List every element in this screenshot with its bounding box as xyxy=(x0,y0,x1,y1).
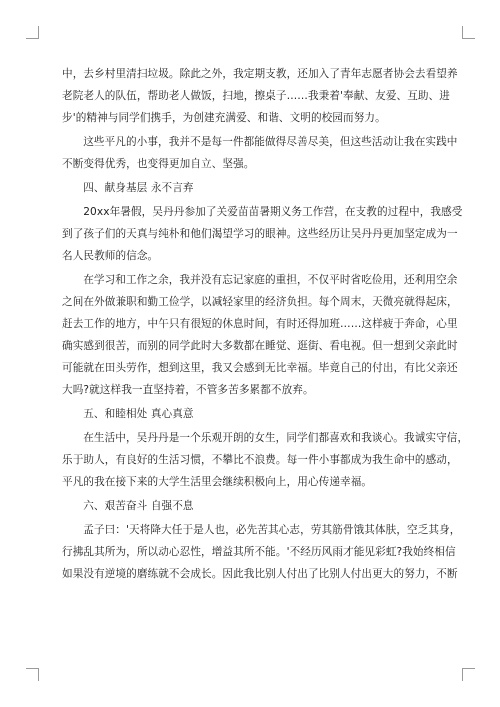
section-heading: 六、艰苦奋斗 自强不息 xyxy=(83,500,194,512)
crop-mark-bottom-right xyxy=(462,668,475,681)
section-heading: 四、献身基层 永不言弃 xyxy=(83,182,194,194)
text-line: 确实感到很苦，而别的同学此时大多数都在睡觉、逛街、看电视。但一想到父亲此时 xyxy=(62,340,458,352)
document-body xyxy=(62,63,469,585)
text-line: 在学习和工作之余，我并没有忘记家庭的重担，不仅平时省吃俭用，还利用空余 xyxy=(83,274,458,286)
text-line: 如果没有逆境的磨练就不会成长。因此我比别人付出了比别人付出更大的努力，不断 xyxy=(62,568,458,580)
section-heading: 五、和睦相处 真心真意 xyxy=(83,408,194,420)
text-line: 乐于助人，有良好的生活习惯，不攀比不浪费。每一件小事都成为我生命中的感动， xyxy=(62,454,458,466)
text-line: 孟子曰：'天将降大任于是人也，必先苦其心志，劳其筋骨饿其体肤，空乏其身， xyxy=(83,524,461,536)
text-line: 中，去乡村里清扫垃圾。除此之外，我定期支教，还加入了青年志愿者协会去看望养 xyxy=(62,68,458,80)
text-line: 这些平凡的小事，我并不是每一件都能做得尽善尽美，但这些活动让我在实践中 xyxy=(83,136,458,148)
crop-mark-top-right xyxy=(462,26,475,39)
text-line: 可能就在田头劳作，想到这里，我又会感到无比幸福。毕竟自己的付出，有比父亲还 xyxy=(62,362,458,374)
text-line: 之间在外做兼职和勤工俭学，以减轻家里的经济负担。每个周末，天微亮就得起床， xyxy=(62,296,458,308)
text-line: 行拂乱其所为，所以动心忍性，增益其所不能。'不经历风雨才能见彩虹?我始终相信 xyxy=(62,546,456,558)
text-line: 在生活中，吴丹丹是一个乐观开朗的女生，同学们都喜欢和我谈心。我诚实守信， xyxy=(83,432,469,444)
crop-mark-bottom-left xyxy=(26,668,39,681)
text-line: 赶去工作的地方，中午只有很短的休息时间，有时还得加班……这样疲于奔命，心里 xyxy=(62,318,458,330)
text-line: 到了孩子们的天真与纯朴和他们渴望学习的眼神。这些经历让吴丹丹更加坚定成为一 xyxy=(62,228,458,240)
text-line: 平凡的我在接下来的大学生活里会继续积极向上，用心传递幸福。 xyxy=(62,476,373,488)
crop-mark-top-left xyxy=(26,26,39,39)
text-line: 名人民教师的信念。 xyxy=(62,250,159,262)
text-line: 大吗?就这样我一直坚持着，不管多苦多累都不放弃。 xyxy=(62,384,314,396)
text-line: 老院老人的队伍，帮助老人做饭，扫地，擦桌子……我秉着'奉献、友爱、互助、进 xyxy=(62,90,450,102)
text-line: 不断变得优秀，也变得更加自立、坚强。 xyxy=(62,158,255,170)
text-line: 步'的精神与同学们携手，为创建充满爱、和谐、文明的校园而努力。 xyxy=(62,112,386,124)
text-line: 20xx年暑假，吴丹丹参加了关爱苗苗暑期义务工作营，在支教的过程中，我感受 xyxy=(83,206,463,218)
